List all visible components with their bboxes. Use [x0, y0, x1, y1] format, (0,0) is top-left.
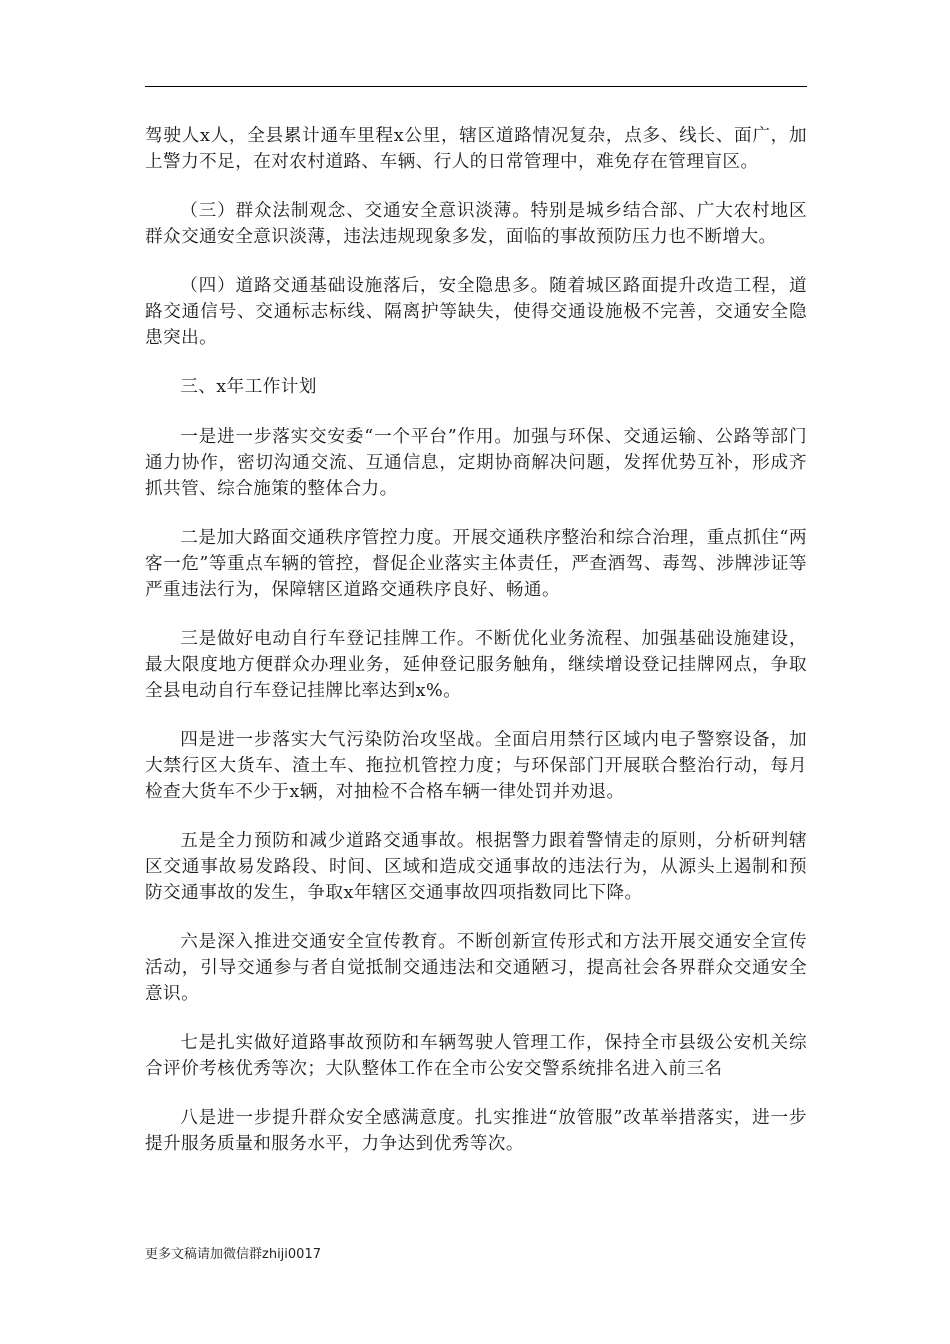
paragraph-continuation: 驾驶人x人，全县累计通车里程x公里，辖区道路情况复杂，点多、线长、面广，加上警力不足，在对农村道路、车辆、行人的日常管理中，难免存在管理盲区。 [145, 126, 807, 172]
header-rule [145, 86, 807, 87]
plan-item-2: 二是加大路面交通秩序管控力度。开展交通秩序整治和综合治理，重点抓住“两客一危”等重点车辆的管控，督促企业落实主体责任，严查酒驾、毒驾、涉牌涉证等严重违法行为，保障辖区道路交通秩序良好、畅通。 [145, 528, 807, 600]
document-body [145, 123, 807, 1180]
plan-item-7: 七是扎实做好道路事故预防和车辆驾驶人管理工作，保持全市县级公安机关综合评价考核优秀等次；大队整体工作在全市公安交警系统排名进入前三名 [145, 1033, 807, 1079]
plan-item-3: 三是做好电动自行车登记挂牌工作。不断优化业务流程、加强基础设施建设，最大限度地方便群众办理业务，延伸登记服务触角，继续增设登记挂牌网点，争取全县电动自行车登记挂牌比率达到x%。 [145, 629, 807, 701]
plan-item-6: 六是深入推进交通安全宣传教育。不断创新宣传形式和方法开展交通安全宣传活动，引导交通参与者自觉抵制交通违法和交通陋习，提高社会各界群众交通安全意识。 [145, 932, 807, 1004]
plan-item-8: 八是进一步提升群众安全感满意度。扎实推进“放管服”改革举措落实，进一步提升服务质量和服务水平，力争达到优秀等次。 [145, 1108, 807, 1154]
plan-item-5: 五是全力预防和减少道路交通事故。根据警力跟着警情走的原则，分析研判辖区交通事故易发路段、时间、区域和造成交通事故的违法行为，从源头上遏制和预防交通事故的发生，争取x年辖区交通事故四项指数同比下降。 [145, 831, 807, 903]
plan-item-1: 一是进一步落实交安委“一个平台”作用。加强与环保、交通运输、公路等部门通力协作，密切沟通交流、互通信息，定期协商解决问题，发挥优势互补，形成齐抓共管、综合施策的整体合力。 [145, 427, 807, 499]
paragraph-issue-4: （四）道路交通基础设施落后，安全隐患多。随着城区路面提升改造工程，道路交通信号、交通标志标线、隔离护等缺失，使得交通设施极不完善，交通安全隐患突出。 [145, 276, 807, 348]
plan-item-4: 四是进一步落实大气污染防治攻坚战。全面启用禁行区域内电子警察设备，加大禁行区大货车、渣土车、拖拉机管控力度；与环保部门开展联合整治行动，每月检查大货车不少于x辆，对抽检不合格车辆一律处罚并劝退。 [145, 730, 807, 802]
paragraph-issue-3: （三）群众法制观念、交通安全意识淡薄。特别是城乡结合部、广大农村地区群众交通安全意识淡薄，违法违规现象多发，面临的事故预防压力也不断增大。 [145, 201, 807, 247]
footer-note: 更多文稿请加微信群zhiji0017 [145, 1247, 321, 1262]
section-heading: 三、x年工作计划 [180, 377, 317, 397]
